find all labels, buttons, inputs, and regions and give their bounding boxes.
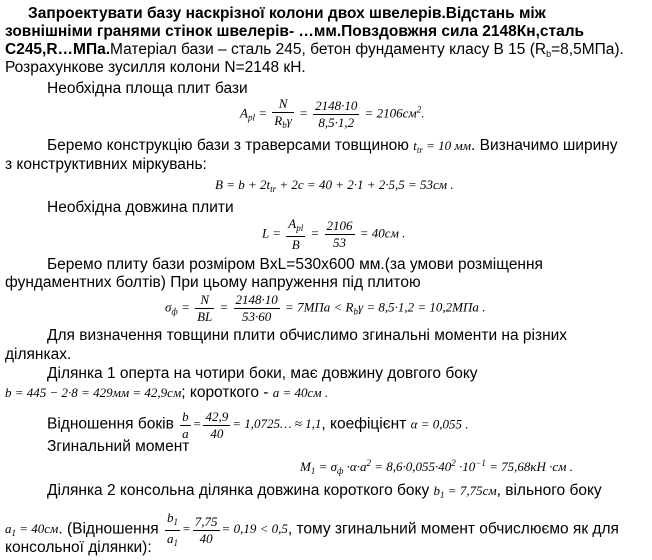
paragraph-section-2-ratio: $a_1 = 40см$. (Відношення $\frac{b_1}{a_1}$ = $\frac{7,75}{40}$ = 0,19 < 0,5, тому згинальний момент обчислюємо як для <box>5 510 619 548</box>
paragraph-traverse-cont: з конструктивних міркувань: <box>5 156 207 173</box>
heading-line-3: С245,R…МПа.Матеріал бази – сталь 245, бетон фундаменту класу В 15 $(R_b=8,5МПа)$. <box>5 41 624 59</box>
paragraph-plate-size: Беремо плиту бази розміром BxL=530x600 мм.(за умови розміщення <box>47 256 543 273</box>
paragraph-bending-moment: Згинальний момент <box>47 438 190 455</box>
paragraph-ratio-1: Відношення боків $\frac{b}{a}$ = $\frac{42,9}{40}$ = 1,0725… ≈ 1,1, коефіцієнт α = 0,055 . <box>47 409 469 441</box>
heading-line-1: Запроектувати базу наскрізної колони двох швелерів.Відстань між <box>28 5 546 22</box>
paragraph-cantilever: консольної ділянки): <box>5 539 152 556</box>
formula-plate-area: $A_{pl}$ = $\frac{N}{R_b\gamma}$ = $\frac{2148\cdot 10}{8,5\cdot 1,2}$ = $2106см^2$. <box>240 96 425 130</box>
paragraph-plate-size-cont: фундаментних болтів) При цьому напруження під плитою <box>5 274 421 291</box>
paragraph-section-2: Ділянка 2 консольна ділянка довжина короткого боку $b_1 = 7,75см$, вільного боку <box>47 482 602 500</box>
paragraph-required-area: Необхідна площа плит бази <box>47 80 248 97</box>
formula-moment-1: $M_1 = \sigma_ф \cdot\alpha\cdot a^2 = 8,6\cdot 0,055\cdot 40^2 \cdot 10^{-1} = 75,68кН \cdot см$ . <box>300 458 573 476</box>
paragraph-section-1-dims: b = 445 − 2·8 = 429мм = 42,9см; короткого - a = 40см . <box>5 384 329 401</box>
paragraph-required-length: Необхідна довжина плити <box>47 199 234 216</box>
paragraph-moments-cont: ділянках. <box>5 346 72 363</box>
formula-length: L = $\frac{A_{pl}}{B}$ = $\frac{2106}{53}$ = 40см . <box>262 216 406 252</box>
paragraph-moments: Для визначення товщини плити обчислимо згинальні моменти на різних <box>47 327 568 344</box>
paragraph-traverse: Беремо конструкцію бази з траверсами товщиною $t_{tr} = 10$ мм. Визначимо ширину <box>47 137 618 155</box>
formula-stress: $\sigma_ф$ = $\frac{N}{BL}$ = $\frac{2148\cdot 10}{53\cdot 60}$ = $7МПа < R_b\gamma = 8,5\cdot 1,2 = 10,2МПа$ . <box>165 292 486 324</box>
paragraph-section-1: Ділянка 1 оперта на чотири боки, має довжину довгого боку <box>47 365 478 382</box>
formula-width: $B = b + 2t_{tr} + 2c = 40 + 2\cdot 1 + 2\cdot 5,5 = 53см$ . <box>215 177 454 194</box>
heading-line-2: зовнішніми гранями стінок швелерів- …мм.Повздовжня сила 2148Кн,сталь <box>5 23 585 40</box>
heading-line-4: Розрахункове зусилля колони N=2148 кН. <box>5 59 306 76</box>
